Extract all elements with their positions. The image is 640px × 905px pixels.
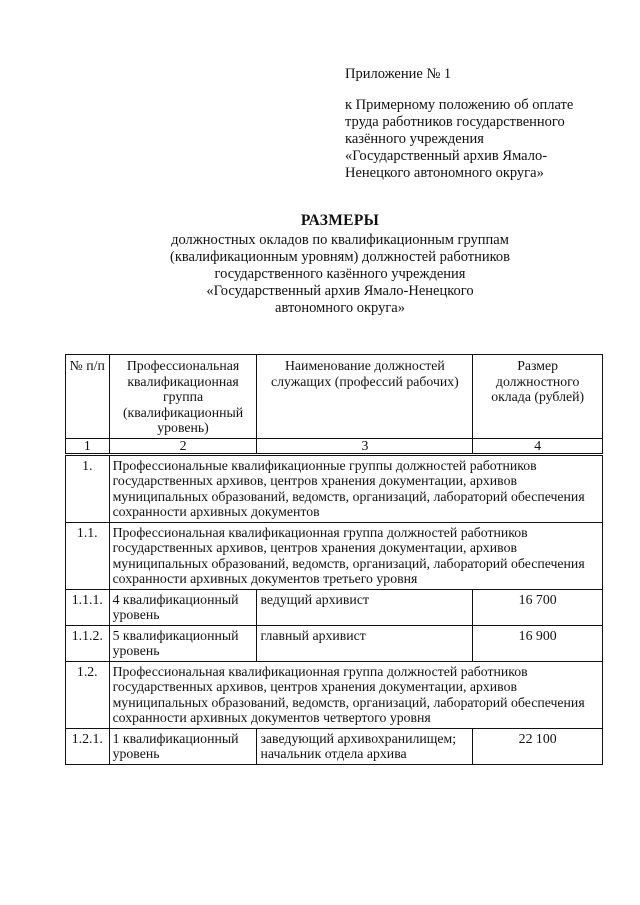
table-row: [66, 454, 603, 522]
group-description: Профессиональная квалификационная группа должностей работников государственных архивов, центров хранения документации, архивов муниципальных образований, ведомств, организаций, лабораторий обеспечения сохранности архивных документов третьего уровня: [109, 522, 602, 589]
table-header-row: [66, 355, 603, 439]
appendix-line: к Примерному положению об оплате: [345, 97, 574, 113]
row-code: 1.2.1.: [66, 728, 110, 764]
document-heading: [110, 212, 570, 317]
column-number-row: [66, 438, 603, 454]
column-number: 4: [473, 438, 603, 454]
appendix-line: труда работников государственного: [345, 114, 565, 130]
table-row: [66, 625, 603, 661]
heading-line: государственного казённого учреждения: [214, 266, 466, 282]
appendix-line: «Государственный архив Ямало-: [345, 148, 548, 164]
column-number: 3: [257, 438, 473, 454]
heading-line: должностных окладов по квалификационным группам: [171, 232, 509, 248]
heading-line: «Государственный архив Ямало-Ненецкого: [206, 283, 474, 299]
position-name: заведующий архивохранилищем; начальник отдела архива: [257, 728, 473, 764]
column-number: 2: [109, 438, 257, 454]
qualification-level: 4 квалификационный уровень: [109, 589, 257, 625]
header-salary: Размер должностного оклада (рублей): [473, 355, 603, 439]
table-row: [66, 728, 603, 764]
header-number: № п/п: [66, 355, 110, 439]
row-code: 1.1.: [66, 522, 110, 589]
position-name: ведущий архивист: [257, 589, 473, 625]
row-code: 1.1.2.: [66, 625, 110, 661]
row-code: 1.1.1.: [66, 589, 110, 625]
salary-table: [65, 354, 603, 765]
qualification-level: 5 квалификационный уровень: [109, 625, 257, 661]
group-description: Профессиональная квалификационная группа должностей работников государственных архивов, центров хранения документации, архивов муниципальных образований, ведомств, организаций, лабораторий обеспечения сохранности архивных документов четвертого уровня: [109, 661, 602, 728]
header-qualification-group: Профессиональная квалификационная группа (квалификационный уровень): [109, 355, 257, 439]
heading-line: автономного округа»: [275, 300, 405, 316]
table-row: [66, 661, 603, 728]
appendix-title: Приложение № 1: [345, 66, 452, 82]
position-name: главный архивист: [257, 625, 473, 661]
heading-title: РАЗМЕРЫ: [300, 212, 380, 229]
header-position-name: Наименование должностей служащих (профессий рабочих): [257, 355, 473, 439]
appendix-block: [345, 66, 615, 182]
salary-value: 16 900: [473, 625, 603, 661]
appendix-line: Ненецкого автономного округа»: [345, 165, 544, 181]
qualification-level: 1 квалификационный уровень: [109, 728, 257, 764]
row-code: 1.: [66, 454, 110, 522]
salary-value: 16 700: [473, 589, 603, 625]
row-code: 1.2.: [66, 661, 110, 728]
column-number: 1: [66, 438, 110, 454]
salary-value: 22 100: [473, 728, 603, 764]
heading-line: (квалификационным уровням) должностей работников: [169, 249, 511, 265]
table-row: [66, 589, 603, 625]
appendix-line: казённого учреждения: [345, 131, 484, 147]
group-description: Профессиональные квалификационные группы должностей работников государственных архивов, центров хранения документации, архивов муниципальных образований, ведомств, организаций, лабораторий обеспечения сохранности архивных документов: [109, 454, 602, 522]
table-row: [66, 522, 603, 589]
